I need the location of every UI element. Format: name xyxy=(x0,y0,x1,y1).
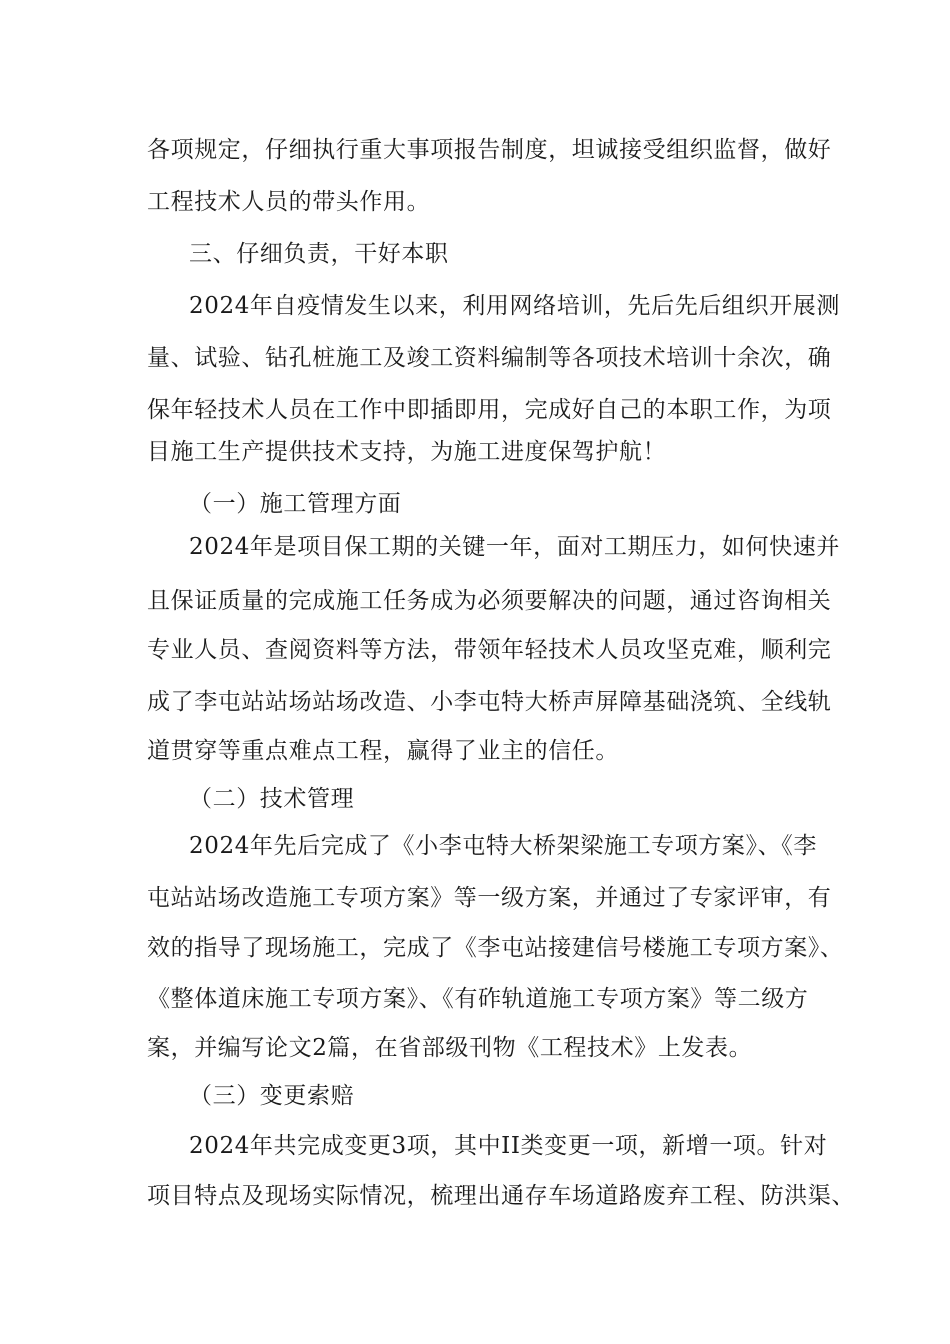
text-line: 2024年共完成变更3项，其中II类变更一项，新增一项。针对 xyxy=(189,1133,828,1159)
text-line: 《整体道床施工专项方案》、《有砟轨道施工专项方案》等二级方 xyxy=(147,986,809,1012)
subsection-heading: （三）变更索赔 xyxy=(189,1083,355,1109)
text-line: 2024年先后完成了《小李屯特大桥架梁施工专项方案》、《李 xyxy=(189,833,817,859)
text-line: 案，并编写论文2篇，在省部级刊物《工程技术》上发表。 xyxy=(147,1035,753,1061)
text-line: 保年轻技术人员在工作中即插即用，完成好自己的本职工作，为项 xyxy=(147,397,832,423)
text-line: 2024年自疫情发生以来，利用网络培训，先后先后组织开展测 xyxy=(189,293,840,319)
text-line: 各项规定，仔细执行重大事项报告制度，坦诚接受组织监督，做好 xyxy=(147,137,832,163)
text-line: 目施工生产提供技术支持，为施工进度保驾护航！ xyxy=(147,439,667,465)
text-line: 效的指导了现场施工，完成了《李屯站接建信号楼施工专项方案》、 xyxy=(147,935,844,961)
text-line: 屯站站场改造施工专项方案》等一级方案，并通过了专家评审，有 xyxy=(147,885,832,911)
text-line: 2024年是项目保工期的关键一年，面对工期压力，如何快速并 xyxy=(189,534,840,560)
text-line: 项目特点及现场实际情况，梳理出通存车场道路废弃工程、防洪渠、 xyxy=(147,1183,855,1209)
text-line: 道贯穿等重点难点工程，赢得了业主的信任。 xyxy=(147,738,619,764)
subsection-heading: （二）技术管理 xyxy=(189,786,355,812)
text-line: 专业人员、查阅资料等方法，带领年轻技术人员攻坚克难，顺利完 xyxy=(147,637,832,663)
subsection-heading: （一）施工管理方面 xyxy=(189,491,402,517)
text-line: 量、试验、钻孔桩施工及竣工资料编制等各项技术培训十余次，确 xyxy=(147,345,832,371)
section-heading: 三、仔细负责，干好本职 xyxy=(189,241,449,267)
text-line: 工程技术人员的带头作用。 xyxy=(147,189,431,215)
text-line: 且保证质量的完成施工任务成为必须要解决的问题，通过咨询相关 xyxy=(147,588,832,614)
text-line: 成了李屯站站场站场改造、小李屯特大桥声屏障基础浇筑、全线轨 xyxy=(147,689,832,715)
